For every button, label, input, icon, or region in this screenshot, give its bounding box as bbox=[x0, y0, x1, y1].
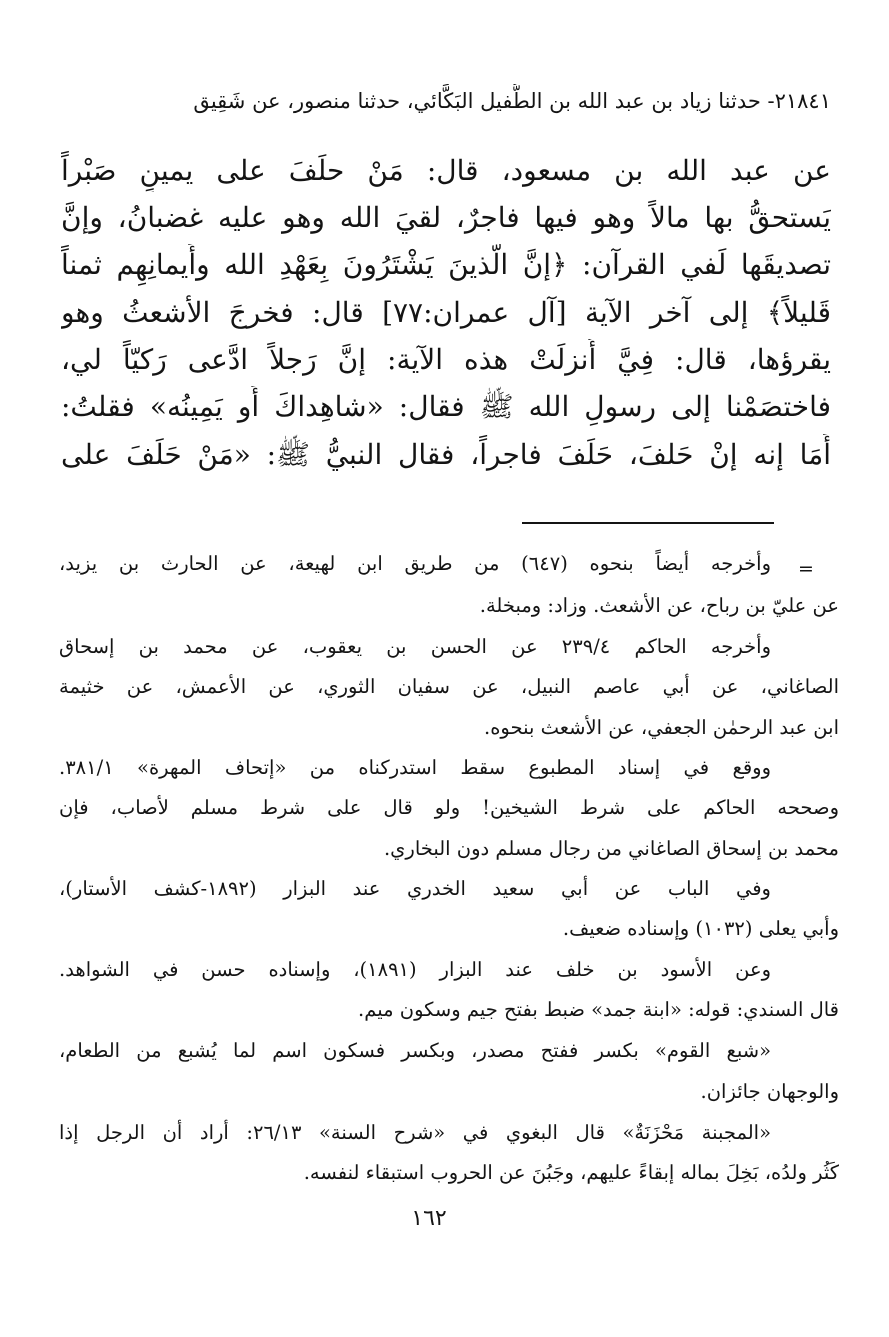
footnote-line: وأخرجه الحاكم ٢٣٩/٤ عن الحسن بن يعقوب، عن محمد بن إسحاق bbox=[59, 635, 771, 658]
hadith-text-line: فاختصَمْنا إلى رسولِ الله ﷺ فقال: «شاهِداكَ أَو يَمِينُه» فقلتُ: bbox=[61, 390, 831, 423]
footnote-continuation-marker: = bbox=[798, 558, 814, 580]
hadith-text-line: يقرؤها، قال: فِيَّ أُنزلَتْ هذه الآية: إنَّ رَجلاً ادَّعى رَكيّاً لي، bbox=[61, 343, 831, 376]
hadith-text-line: قَليلاً﴾ إلى آخر الآية [آل عمران:٧٧] قال: فخرجَ الأشعثُ وهو bbox=[61, 296, 831, 329]
footnote-line: الصاغاني، عن أبي عاصم النبيل، عن سفيان الثوري، عن الأعمش، عن خثيمة bbox=[59, 675, 839, 698]
footnote-line: وعن الأسود بن خلف عند البزار (١٨٩١)، وإسناده حسن في الشواهد. bbox=[59, 958, 771, 981]
hadith-text-line: عن عبد الله بن مسعود، قال: مَنْ حلَفَ على يمينٍ صَبْراً bbox=[61, 154, 831, 187]
footnote-line: وفي الباب عن أبي سعيد الخدري عند البزار (١٨٩٢-كشف الأستار)، bbox=[59, 877, 771, 900]
footnote-line: عن عليّ بن رباح، عن الأشعث. وزاد: ومبخلة. bbox=[479, 594, 839, 617]
footnote-line: وأبي يعلى (١٠٣٢) وإسناده ضعيف. bbox=[562, 917, 839, 940]
footnote-line: «شبع القوم» بكسر ففتح مصدر، وبكسر فسكون اسم لما يُشبع من الطعام، bbox=[59, 1039, 771, 1062]
footnote-line: قال السندي: قوله: «ابنة جمد» ضبط بفتح جيم وسكون ميم. bbox=[358, 998, 839, 1021]
footnote-line: وأخرجه أيضاً بنحوه (٦٤٧) من طريق ابن لهيعة، عن الحارث بن يزيد، bbox=[59, 552, 771, 575]
footnote-line: «المجبنة مَحْزَنَةٌ» قال البغوي في «شرح السنة» ٢٦/١٣: أراد أن الرجل إذا bbox=[59, 1121, 771, 1144]
footnote-line: ووقع في إسناد المطبوع سقط استدركناه من «إتحاف المهرة» ٣٨١/١. bbox=[59, 756, 771, 779]
page-number: ١٦٢ bbox=[411, 1206, 447, 1231]
footnote-line: كَثُر ولدُه، بَخِلَ بماله إبقاءً عليهم، وجَبُنَ عن الحروب استبقاء لنفسه. bbox=[303, 1161, 839, 1184]
footnote-line: ابن عبد الرحمٰن الجعفي، عن الأشعث بنحوه. bbox=[484, 716, 839, 739]
footnote-divider bbox=[522, 522, 774, 524]
hadith-number-header: ٢١٨٤١- حدثنا زياد بن عبد الله بن الطُّفيل البَكَّائي، حدثنا منصور، عن شَقِيق bbox=[193, 89, 831, 113]
footnote-line: والوجهان جائزان. bbox=[700, 1080, 839, 1103]
hadith-text-line: تصديقَها لَفي القرآن: ﴿إنَّ الَّذينَ يَشْتَرُونَ بِعَهْدِ الله وأَيمانِهِم ثمناً bbox=[61, 248, 831, 281]
footnote-line: محمد بن إسحاق الصاغاني من رجال مسلم دون البخاري. bbox=[383, 837, 839, 860]
hadith-text-line: أَمَا إنه إنْ حَلفَ، حَلَفَ فاجراً، فقال النبيُّ ﷺ: «مَنْ حَلَفَ على bbox=[61, 438, 831, 471]
hadith-text-line: يَستحقُّ بها مالاً وهو فيها فاجرٌ، لقيَ الله وهو عليه غضبانُ، وإنَّ bbox=[61, 201, 831, 234]
footnote-line: وصححه الحاكم على شرط الشيخين! ولو قال على شرط مسلم لأصاب، فإن bbox=[59, 796, 839, 819]
